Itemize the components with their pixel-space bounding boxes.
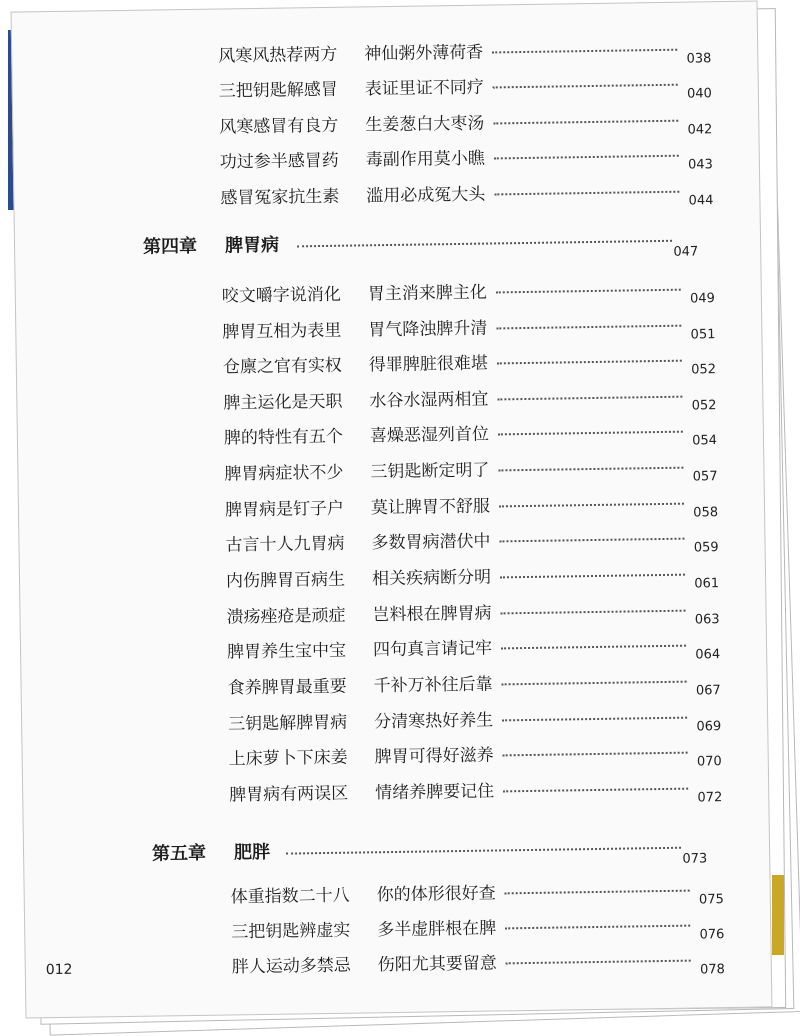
entry-second-line: 三钥匙断定明了 bbox=[370, 460, 490, 483]
leader-dots bbox=[505, 925, 690, 930]
entry-second-line: 毒副作用莫小瞧 bbox=[365, 148, 485, 171]
leader-dots bbox=[498, 467, 683, 472]
leader-dots bbox=[498, 431, 683, 436]
chapter-number: 第四章 bbox=[142, 235, 198, 258]
chapter-page-number: 073 bbox=[682, 851, 708, 867]
leader-dots bbox=[297, 240, 672, 248]
chapter-title: 脾胃病 bbox=[224, 234, 280, 257]
leader-dots bbox=[500, 574, 685, 579]
entry-second-line: 得罪脾脏很难堪 bbox=[368, 353, 488, 376]
entry-first-line: 内伤脾胃百病生 bbox=[225, 569, 346, 592]
leader-dots bbox=[501, 610, 686, 615]
entry-first-line: 脾胃养生宝中宝 bbox=[226, 640, 347, 663]
entry-second-line: 胃主消来脾主化 bbox=[367, 282, 487, 305]
leader-dots bbox=[493, 120, 678, 125]
entry-page-number: 054 bbox=[692, 433, 718, 449]
entry-second-line: 情绪养脾要记住 bbox=[375, 781, 495, 804]
entry-first-line: 感冒冤家抗生素 bbox=[220, 186, 340, 209]
entry-second-line: 胃气降浊脾升清 bbox=[368, 318, 488, 341]
entry-first-line: 脾的特性有五个 bbox=[223, 426, 344, 449]
entry-first-line: 脾胃互相为表里 bbox=[222, 320, 342, 343]
leader-dots bbox=[492, 49, 677, 54]
entry-page-number: 038 bbox=[686, 51, 712, 67]
leader-dots bbox=[496, 289, 681, 294]
page-number: 012 bbox=[45, 961, 73, 979]
entry-first-line: 三把钥匙解感冒 bbox=[218, 79, 338, 102]
toc-page bbox=[11, 1, 773, 1019]
entry-first-line: 古言十人九胃病 bbox=[225, 533, 345, 556]
entry-page-number: 049 bbox=[689, 291, 716, 307]
leader-dots bbox=[502, 717, 687, 722]
leader-dots bbox=[494, 155, 679, 160]
leader-dots bbox=[499, 503, 684, 508]
entry-second-line: 喜燥恶湿列首位 bbox=[369, 424, 490, 447]
entry-first-line: 上床萝卜下床姜 bbox=[228, 747, 348, 770]
entry-page-number: 070 bbox=[696, 754, 722, 770]
entry-page-number: 069 bbox=[696, 719, 722, 735]
entry-first-line: 体重指数二十八 bbox=[230, 885, 350, 908]
leader-dots bbox=[286, 847, 681, 855]
leader-dots bbox=[494, 191, 679, 196]
entry-first-line: 食养脾胃最重要 bbox=[227, 676, 347, 699]
leader-dots bbox=[503, 752, 688, 757]
entry-first-line: 三钥匙解脾胃病 bbox=[228, 712, 348, 735]
entry-second-line: 分清寒热好养生 bbox=[374, 710, 494, 733]
entry-first-line: 脾胃病是钉子户 bbox=[224, 498, 345, 521]
leader-dots bbox=[505, 890, 690, 895]
entry-page-number: 052 bbox=[691, 398, 717, 414]
entry-second-line: 滥用必成冤大头 bbox=[366, 184, 486, 207]
entry-page-number: 076 bbox=[699, 927, 725, 943]
entry-second-line: 神仙粥外薄荷香 bbox=[364, 42, 484, 65]
entry-first-line: 脾主运化是天职 bbox=[223, 391, 343, 414]
entry-first-line: 脾胃病症状不少 bbox=[224, 462, 344, 485]
entry-second-line: 相关疾病断分明 bbox=[371, 567, 492, 590]
entry-first-line: 三把钥匙辨虚实 bbox=[231, 920, 351, 943]
leader-dots bbox=[497, 360, 682, 365]
entry-first-line: 脾胃病有两误区 bbox=[229, 783, 349, 806]
entry-first-line: 功过参半感冒药 bbox=[219, 150, 339, 173]
leader-dots bbox=[503, 788, 688, 793]
entry-page-number: 057 bbox=[692, 469, 718, 485]
entry-page-number: 040 bbox=[686, 86, 712, 102]
entry-first-line: 仓廪之官有实权 bbox=[222, 355, 343, 378]
leader-dots bbox=[499, 538, 684, 543]
entry-page-number: 043 bbox=[687, 157, 714, 173]
leader-dots bbox=[501, 645, 686, 650]
toc-chapter bbox=[24, 833, 769, 878]
entry-second-line: 多数胃病潜伏中 bbox=[371, 531, 491, 554]
chapter-number: 第五章 bbox=[151, 842, 207, 865]
entry-page-number: 067 bbox=[695, 683, 721, 699]
leader-dots bbox=[506, 960, 691, 965]
chapter-page-number: 047 bbox=[673, 244, 699, 260]
entry-first-line: 溃疡痤疮是顽症 bbox=[226, 605, 346, 628]
entry-second-line: 表证里证不同疗 bbox=[364, 77, 484, 100]
entry-page-number: 072 bbox=[697, 790, 723, 806]
leader-dots bbox=[497, 396, 682, 401]
entry-page-number: 078 bbox=[699, 962, 725, 978]
entry-page-number: 044 bbox=[688, 193, 714, 209]
entry-second-line: 生姜葱白大枣汤 bbox=[365, 113, 485, 136]
entry-second-line: 千补万补往后靠 bbox=[373, 674, 493, 697]
entry-page-number: 052 bbox=[691, 362, 717, 378]
entry-page-number: 075 bbox=[698, 892, 724, 908]
entry-second-line: 多半虚胖根在脾 bbox=[377, 918, 497, 941]
entry-second-line: 你的体形很好查 bbox=[376, 883, 496, 906]
entry-page-number: 042 bbox=[687, 122, 713, 138]
entry-first-line: 风寒感冒有良方 bbox=[219, 115, 339, 138]
entry-first-line: 风寒风热荐两方 bbox=[218, 44, 338, 67]
entry-page-number: 051 bbox=[690, 327, 716, 343]
toc-chapter bbox=[15, 227, 760, 272]
entry-second-line: 水谷水湿两相宜 bbox=[369, 389, 489, 412]
leader-dots bbox=[496, 325, 681, 330]
entry-second-line: 脾胃可得好滋养 bbox=[374, 745, 494, 768]
leader-dots bbox=[493, 84, 678, 89]
chapter-title: 肥胖 bbox=[233, 841, 271, 864]
entry-page-number: 061 bbox=[694, 576, 720, 592]
entry-second-line: 莫让脾胃不舒服 bbox=[370, 496, 491, 519]
entry-second-line: 四句真言请记牢 bbox=[372, 638, 493, 661]
entry-page-number: 058 bbox=[693, 505, 719, 521]
entry-page-number: 064 bbox=[695, 647, 721, 663]
entry-second-line: 岂料根在脾胃病 bbox=[372, 603, 492, 626]
cover-edge-gold bbox=[772, 875, 784, 955]
entry-first-line: 咬文嚼字说消化 bbox=[221, 284, 341, 307]
entry-page-number: 063 bbox=[694, 612, 720, 628]
entry-second-line: 伤阳尤其要留意 bbox=[377, 953, 497, 976]
entry-page-number: 059 bbox=[693, 540, 719, 556]
entry-first-line: 胖人运动多禁忌 bbox=[231, 955, 351, 978]
leader-dots bbox=[502, 681, 687, 686]
